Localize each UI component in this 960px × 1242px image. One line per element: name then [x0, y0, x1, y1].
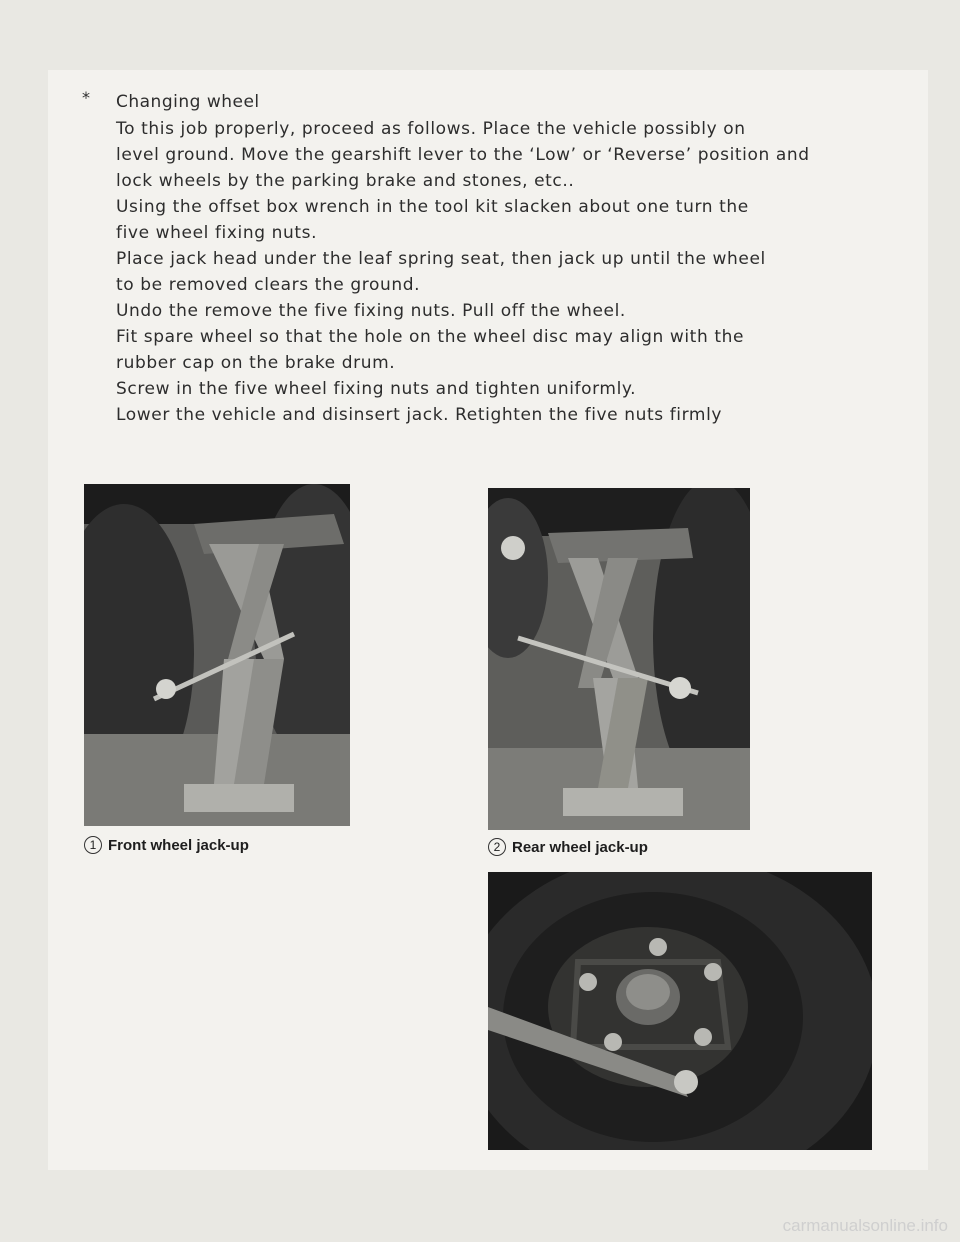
- text-line: To this job properly, proceed as follows. Place the vehicle possibly on: [116, 119, 746, 139]
- asterisk-marker: *: [82, 88, 91, 107]
- instructions-paragraph: [116, 116, 876, 428]
- rear-jack-photo: [488, 488, 750, 830]
- text-line: to be removed clears the ground.: [116, 275, 421, 295]
- front-jack-photo: [84, 484, 350, 826]
- figure-caption-1: [84, 836, 249, 854]
- figure-number-2: 2: [488, 838, 506, 856]
- watermark-text: carmanualsonline.info: [782, 1216, 948, 1235]
- text-line: rubber cap on the brake drum.: [116, 353, 396, 373]
- text-line: level ground. Move the gearshift lever to the ‘Low’ or ‘Reverse’ position and: [116, 145, 810, 165]
- figure-number-1: 1: [84, 836, 102, 854]
- figure-caption-text: Front wheel jack-up: [108, 837, 249, 854]
- text-line: five wheel fixing nuts.: [116, 223, 318, 243]
- text-line: Fit spare wheel so that the hole on the wheel disc may align with the: [116, 327, 745, 347]
- figure-caption-text: Rear wheel jack-up: [512, 839, 648, 856]
- text-line: Lower the vehicle and disinsert jack. Retighten the five nuts firmly: [116, 405, 723, 425]
- figure-caption-2: [488, 838, 648, 856]
- text-line: lock wheels by the parking brake and stones, etc..: [116, 171, 575, 191]
- section-title: Changing wheel: [116, 92, 260, 112]
- text-line: Undo the remove the five fixing nuts. Pull off the wheel.: [116, 301, 626, 321]
- text-line: Using the offset box wrench in the tool kit slacken about one turn the: [116, 197, 749, 217]
- wheel-nuts-photo: [488, 872, 872, 1150]
- text-line: Screw in the five wheel fixing nuts and tighten uniformly.: [116, 379, 637, 399]
- text-line: Place jack head under the leaf spring seat, then jack up until the wheel: [116, 249, 766, 269]
